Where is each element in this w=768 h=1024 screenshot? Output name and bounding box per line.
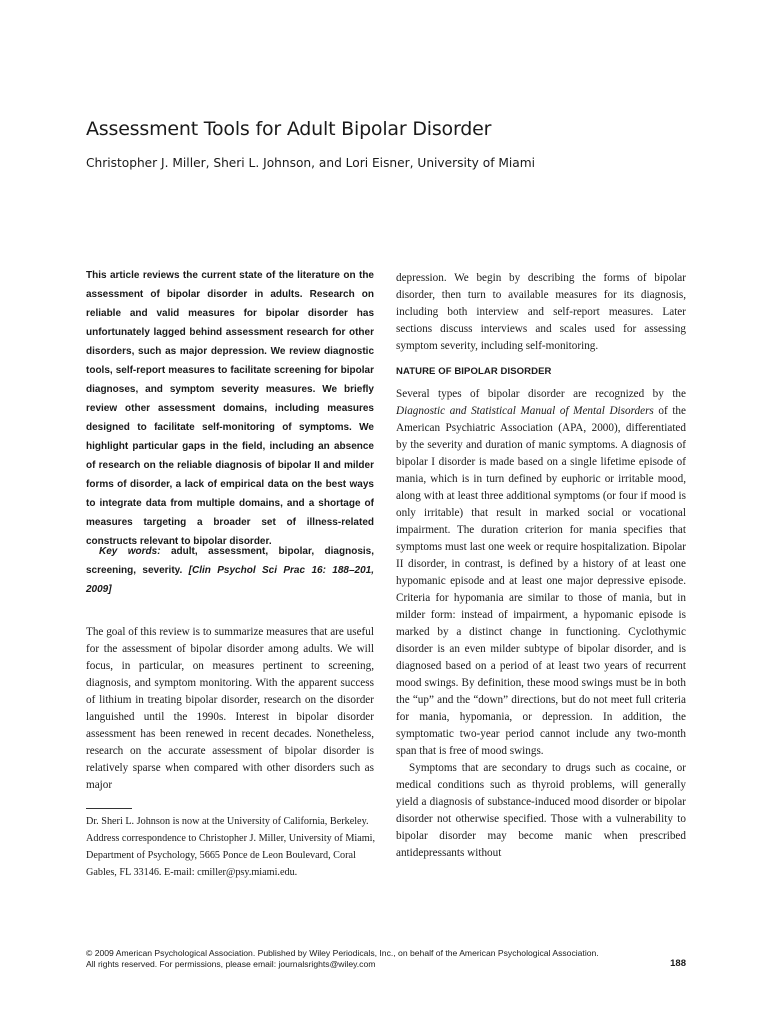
section-heading: NATURE OF BIPOLAR DISORDER [396,366,552,377]
nature-paragraph-2: Symptoms that are secondary to drugs such as cocaine, or medical conditions such as thyroid problems, will generally yield a diagnosis of substance-induced mood disorder or bipolar disorder not otherwise specified. Those with a vulnerability to bipolar disorder may become manic when prescribed antidepressants without [396,762,686,859]
keywords-list: adult, assessment, bipolar, diagnosis, screening, severity. [86,546,374,576]
nature-paragraph-1 [396,386,686,760]
footnote-rule [86,808,132,809]
copyright-line-2: All rights reserved. For permissions, please email: journalsrights@wiley.com [86,959,376,969]
copyright-notice [86,948,646,970]
keywords-label: Key words: [99,546,161,557]
article-title: Assessment Tools for Adult Bipolar Disorder [86,118,492,140]
intro-continuation: depression. We begin by describing the forms of bipolar disorder, then turn to available measures for its diagnosis, including both interview and self-report measures. Later sections discuss interviews and scales used for assessing symptom severity, including self-monitoring. [396,272,686,352]
article-authors: Christopher J. Miller, Sheri L. Johnson, and Lori Eisner, University of Miami [86,156,536,170]
footnote-affiliation: Dr. Sheri L. Johnson is now at the University of California, Berkeley. [86,816,369,827]
p1-before: Several types of bipolar disorder are recognized by the [396,388,686,400]
abstract-text: This article reviews the current state of the literature on the assessment of bipolar disorder in adults. Research on reliable and valid measures for bipolar disorder has unfortunately lagged behind assessment research for other disorders, such as major depression. We review diagnostic tools, self-report measures to facilitate screening for bipolar diagnoses, and symptom severity measures. We briefly review other assessment domains, including measures designed to facilitate self-monitoring of symptoms. We highlight particular gaps in the field, including an absence of research on the reliable diagnosis of bipolar II and milder forms of disorder, a lack of empirical data on the best ways to integrate data from multiple domains, and a shortage of measures targeting a broader set of illness-related constructs relevant to bipolar disorder. [86,270,374,547]
copyright-line-1: © 2009 American Psychological Association. Published by Wiley Periodicals, Inc., on behalf of the American Psychological Association. [86,948,599,958]
footnote-correspondence: Address correspondence to Christopher J. Miller, University of Miami, Department of Psychology, 5665 Ponce de Leon Boulevard, Coral Gables, FL 33146. E-mail: cmiller@psy.miami.edu. [86,833,376,878]
footnote [86,813,378,881]
right-column [396,270,686,862]
page-number: 188 [670,958,686,969]
journal-citation: [Clin Psychol Sci Prac 16: 188–201, 2009] [86,565,374,595]
keywords-block [86,542,374,599]
p1-after: of the American Psychiatric Association (APA, 2000), differentiated by the severity and duration of manic symptoms. A diagnosis of bipolar I disorder is made based on a single lifetime episode of mania, which is in turn defined by euphoric or irritable mood, along with at least three additional symptoms (or four if mood is only irritable) that result in marked social or vocational impairment. The duration criterion for mania specifies that symptoms must last one week or require hospitalization. Bipolar II disorder, in contrast, is defined by a history of at least one hypomanic episode and at least one major depressive episode. Criteria for hypomania are similar to those of mania, but in milder form: instead of impairment, a hypomanic episode is marked by a distinct change in functioning. Cyclothymic disorder is an even milder subtype of bipolar disorder, and is diagnosed based on a period of at least two years of recurrent mood swings. By definition, these mood swings must be in both the “up” and the “down” directions, but do not meet full criteria for mania, hypomania, or depression. In addition, the symptomatic two-year period cannot include any two-month span that is free of mood swings. [396,405,686,757]
dsm-title: Diagnostic and Statistical Manual of Mental Disorders [396,405,654,417]
intro-paragraph: The goal of this review is to summarize measures that are useful for the assessment of bipolar disorder among adults. We will focus, in particular, on measures pertinent to screening, diagnosis, and symptom monitoring. With the apparent success of lithium in treating bipolar disorder, research on the disorder languished until the 1990s. Interest in bipolar disorder assessment has been renewed in recent decades. Nonetheless, research on the accurate assessment of bipolar disorder is relatively sparse when compared with other disorders such as major [86,626,374,791]
